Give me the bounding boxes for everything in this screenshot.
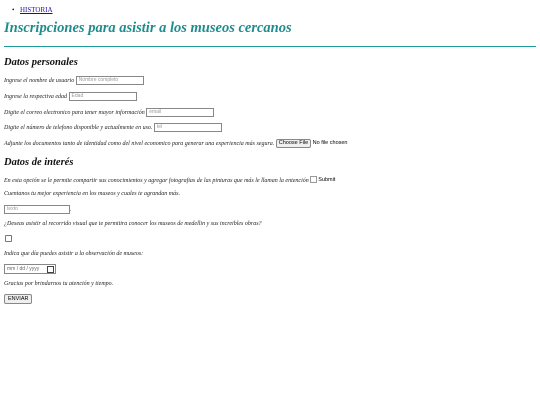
- docs-label: Adjunte los documentos tanto de identidad como del nivel economico para generar una experiencia más segura.: [4, 140, 275, 147]
- username-label: Ingrese el nombre de usuario: [4, 77, 75, 84]
- email-label: Digite el correo electronico para tener mayor información: [4, 109, 145, 116]
- file-status: No file chosen: [312, 140, 348, 146]
- thanks-text: Gracias por brindarnos tu atención y tiempo.: [4, 281, 114, 287]
- phone-label: Digite el número de telefono disponible y actualmente en uso.: [4, 124, 153, 131]
- age-input[interactable]: Edad: [69, 92, 137, 101]
- docs-row: [4, 139, 348, 149]
- username-input[interactable]: Nombre completo: [76, 76, 144, 85]
- date-input[interactable]: [4, 264, 56, 274]
- experience-row: [4, 205, 72, 215]
- age-row: [4, 92, 137, 102]
- choose-file-button[interactable]: Choose File: [276, 139, 311, 148]
- phone-input[interactable]: tel: [154, 123, 222, 132]
- phone-row: [4, 123, 222, 133]
- username-row: [4, 76, 144, 86]
- submit-button[interactable]: ENVIAR: [4, 294, 32, 304]
- page-title: Inscripciones para asistir a los museos cercanos: [4, 20, 292, 36]
- day-label: Indica que día puedes asistir a la observación de museos:: [4, 251, 144, 257]
- tour-checkbox[interactable]: [5, 235, 12, 242]
- experience-input[interactable]: texto: [4, 205, 70, 214]
- image-submit-button[interactable]: [310, 176, 335, 185]
- photo-text: En esta opción se le permite compartir sus conocimientos y agregar fotografias de las pinturas que más le llaman la entención: [4, 177, 309, 184]
- nav-list: [12, 6, 53, 14]
- experience-label: Cuentanos tu mejor experiencia en los museos y cuales te agrandan más.: [4, 191, 180, 197]
- divider: [4, 46, 536, 47]
- broken-image-icon: [310, 176, 317, 183]
- tour-label: ¿Deseas asistir al recorrido visual que te permitira conocer los museos de medellin y sus increibles obras?: [4, 221, 262, 227]
- calendar-icon[interactable]: [47, 266, 54, 273]
- age-label: Ingrese la respectiva edad: [4, 93, 68, 100]
- email-row: [4, 108, 214, 118]
- photo-row: [4, 176, 335, 186]
- section-heading-interest: Datos de interés: [4, 157, 74, 168]
- section-heading-personal: Datos personales: [4, 57, 78, 68]
- date-placeholder: mm / dd / yyyy: [7, 266, 40, 272]
- nav-link-historia[interactable]: HISTORIA: [20, 6, 53, 14]
- email-input[interactable]: email: [146, 108, 214, 117]
- image-alt-text: Submit: [318, 177, 336, 183]
- bullet-icon: •: [12, 6, 15, 14]
- experience-suffix: .: [70, 206, 72, 213]
